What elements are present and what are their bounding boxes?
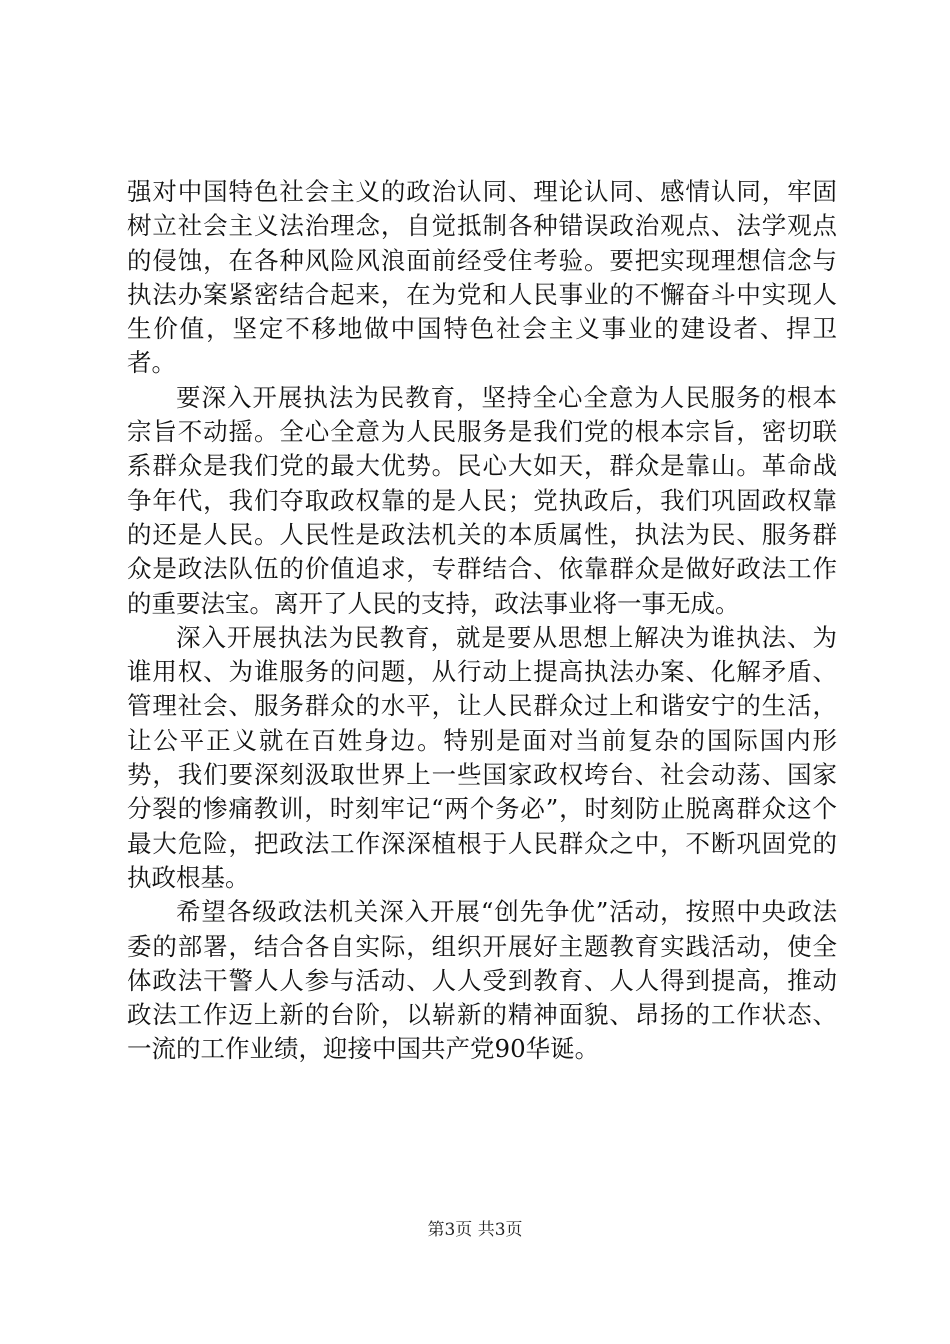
document-body (127, 175, 837, 1067)
page-footer: 第3页 共3页 (427, 1220, 523, 1240)
paragraph-closing-hope: 希望各级政法机关深入开展“创先争优”活动，按照中央政法委的部署，结合各自实际，组织开展好主题教育实践活动，使全体政法干警人人参与活动、人人受到教育、人人得到提高，推动政法工作迈上新的台阶，以崭新的精神面貌、昂扬的工作状态、一流的工作业绩，迎接中国共产党90华诞。 (127, 897, 837, 1064)
paragraph-law-enforcement-for-people: 要深入开展执法为民教育，坚持全心全意为人民服务的根本宗旨不动摇。全心全意为人民服务是我们党的根本宗旨，密切联系群众是我们党的最大优势。民心大如天，群众是靠山。革命战争年代，我们夺取政权靠的是人民；党执政后，我们巩固政权靠的还是人民。人民性是政法机关的本质属性，执法为民、服务群众是政法队伍的价值追求，专群结合、依靠群众是做好政法工作的重要法宝。离开了人民的支持，政法事业将一事无成。 (127, 382, 837, 618)
paragraph-education-purpose: 深入开展执法为民教育，就是要从思想上解决为谁执法、为谁用权、为谁服务的问题，从行动上提高执法办案、化解矛盾、管理社会、服务群众的水平，让人民群众过上和谐安宁的生活，让公平正义就在百姓身边。特别是面对当前复杂的国际国内形势，我们要深刻汲取世界上一些国家政权垮台、社会动荡、国家分裂的惨痛教训，时刻牢记“两个务必”，时刻防止脱离群众这个最大危险，把政法工作深深植根于人民群众之中，不断巩固党的执政根基。 (127, 622, 837, 892)
paragraph-continued: 强对中国特色社会主义的政治认同、理论认同、感情认同，牢固树立社会主义法治理念，自觉抵制各种错误政治观点、法学观点的侵蚀，在各种风险风浪面前经受住考验。要把实现理想信念与执法办案紧密结合起来，在为党和人民事业的不懈奋斗中实现人生价值，坚定不移地做中国特色社会主义事业的建设者、捍卫者。 (127, 177, 837, 378)
